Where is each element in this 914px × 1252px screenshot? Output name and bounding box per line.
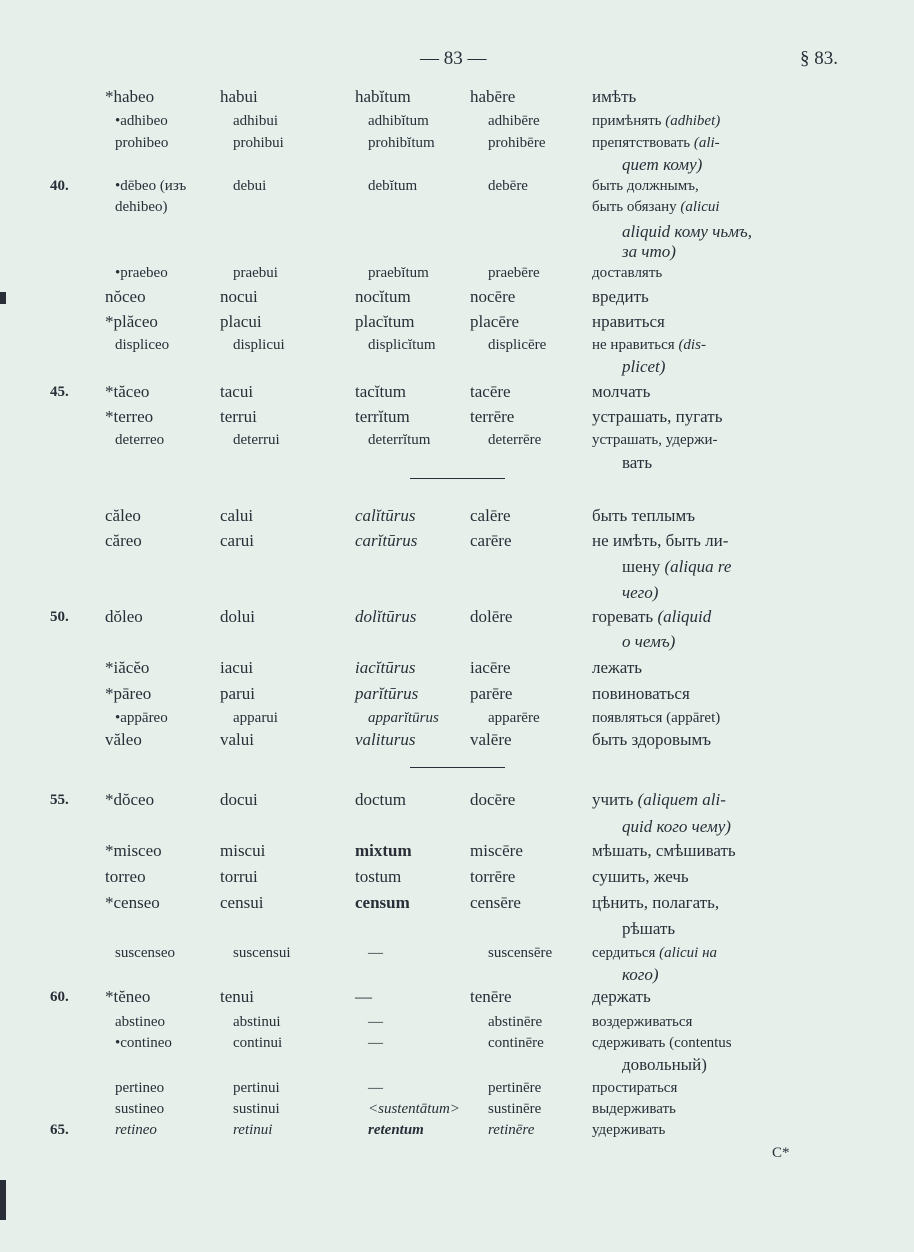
translation bbox=[592, 530, 728, 552]
infinitive-form: abstinēre bbox=[488, 1014, 543, 1030]
translation-note: (dis- bbox=[678, 337, 706, 353]
translation-text: быть должнымъ, bbox=[592, 178, 699, 194]
present-form: dŏleo bbox=[105, 607, 143, 626]
infinitive-form: suscensēre bbox=[488, 945, 553, 961]
translation bbox=[592, 1032, 732, 1054]
table-row bbox=[0, 262, 914, 284]
translation bbox=[592, 334, 706, 356]
translation-text: быть обязану bbox=[592, 199, 681, 215]
translation-text: простираться bbox=[592, 1080, 678, 1096]
present-form: căleo bbox=[105, 506, 141, 525]
infinitive-form: nocēre bbox=[470, 287, 516, 306]
entry-number: 50. bbox=[50, 609, 69, 625]
translation bbox=[592, 86, 636, 108]
perfect-form: retinui bbox=[233, 1122, 273, 1138]
infinitive-form: adhibēre bbox=[488, 113, 540, 129]
infinitive-form: parēre bbox=[470, 684, 513, 703]
present-form: văleo bbox=[105, 730, 142, 749]
translation-text: рѣшать bbox=[622, 919, 676, 938]
supine-form: calĭtūrus bbox=[355, 506, 416, 525]
perfect-form: censui bbox=[220, 893, 264, 912]
present-form: pertineo bbox=[115, 1080, 165, 1096]
table-row bbox=[0, 381, 914, 403]
table-row bbox=[0, 892, 914, 914]
scan-edge-mark bbox=[0, 1180, 6, 1220]
infinitive-form: miscēre bbox=[470, 841, 523, 860]
perfect-form: pertinui bbox=[233, 1080, 280, 1096]
translation-text: устрашать, пугать bbox=[592, 407, 723, 426]
infinitive-form: dolēre bbox=[470, 607, 513, 626]
translation-text: мѣшать, смѣшивать bbox=[592, 841, 736, 860]
entry-number: 65. bbox=[50, 1122, 69, 1138]
translation bbox=[622, 241, 676, 263]
translation bbox=[622, 356, 665, 378]
translation-note: quem кому) bbox=[622, 155, 703, 174]
infinitive-form: tenēre bbox=[470, 987, 512, 1006]
present-form: prohibeo bbox=[115, 135, 169, 151]
supine-form: debĭtum bbox=[368, 178, 418, 194]
supine-form: censum bbox=[355, 893, 410, 912]
present-form: •praebeo bbox=[115, 265, 168, 281]
translation bbox=[592, 657, 642, 679]
infinitive-form: carēre bbox=[470, 531, 512, 550]
supine-form: carĭtūrus bbox=[355, 531, 418, 550]
translation bbox=[622, 964, 659, 986]
translation bbox=[592, 1098, 676, 1120]
infinitive-form: habēre bbox=[470, 87, 516, 106]
present-form: •adhibeo bbox=[115, 113, 168, 129]
supine-form: placĭtum bbox=[355, 312, 415, 331]
table-row bbox=[0, 866, 914, 888]
perfect-form: parui bbox=[220, 684, 255, 703]
translation bbox=[622, 556, 731, 578]
present-form: deterreo bbox=[115, 432, 165, 448]
present-form: abstineo bbox=[115, 1014, 165, 1030]
table-row bbox=[0, 175, 914, 197]
translation-note: (ali- bbox=[693, 135, 720, 151]
translation bbox=[592, 262, 662, 284]
translation bbox=[592, 683, 690, 705]
present-form: •appāreo bbox=[115, 710, 168, 726]
table-row bbox=[0, 311, 914, 333]
translation bbox=[592, 1077, 677, 1099]
table-row bbox=[0, 1119, 914, 1141]
translation-text: вать bbox=[622, 453, 653, 472]
present-form: *tĕneo bbox=[105, 987, 151, 1006]
table-row bbox=[0, 334, 914, 356]
supine-form: doctum bbox=[355, 790, 406, 809]
translation-text: учить bbox=[592, 790, 638, 809]
table-row bbox=[0, 840, 914, 862]
table-row bbox=[0, 606, 914, 628]
infinitive-form: apparēre bbox=[488, 710, 540, 726]
table-row bbox=[0, 942, 914, 964]
supine-form: valiturus bbox=[355, 730, 416, 749]
perfect-form: suscensui bbox=[233, 945, 291, 961]
present-form: *censeo bbox=[105, 893, 160, 912]
present-form: sustineo bbox=[115, 1101, 165, 1117]
translation-note: quid кого чему) bbox=[622, 817, 731, 836]
translation-text: выдерживать bbox=[592, 1101, 676, 1117]
table-row bbox=[0, 110, 914, 132]
perfect-form: abstinui bbox=[233, 1014, 281, 1030]
supine-form: — bbox=[368, 945, 383, 961]
translation-text: сердиться bbox=[592, 945, 660, 961]
infinitive-form: sustinēre bbox=[488, 1101, 542, 1117]
section-number: § 83. bbox=[800, 48, 838, 69]
supine-form: terrĭtum bbox=[355, 407, 410, 426]
translation bbox=[592, 866, 689, 888]
translation bbox=[592, 286, 649, 308]
infinitive-form: calēre bbox=[470, 506, 511, 525]
table-row bbox=[0, 429, 914, 451]
translation-text: устрашать, удержи- bbox=[592, 432, 718, 448]
supine-form: — bbox=[368, 1014, 383, 1030]
perfect-form: terrui bbox=[220, 407, 257, 426]
perfect-form: sustinui bbox=[233, 1101, 280, 1117]
supine-form: habĭtum bbox=[355, 87, 411, 106]
table-row bbox=[0, 986, 914, 1008]
translation bbox=[622, 1054, 707, 1076]
infinitive-form: deterrēre bbox=[488, 432, 542, 448]
perfect-form: dolui bbox=[220, 607, 255, 626]
table-row bbox=[0, 582, 914, 604]
entry-number: 40. bbox=[50, 178, 69, 194]
present-form: torreo bbox=[105, 867, 146, 886]
infinitive-form: censēre bbox=[470, 893, 521, 912]
translation-text: держать bbox=[592, 987, 651, 1006]
table-row bbox=[0, 707, 914, 729]
translation-text: не нравиться bbox=[592, 337, 679, 353]
infinitive-form: placēre bbox=[470, 312, 520, 331]
present-form: *misceo bbox=[105, 841, 162, 860]
translation-text: примѣнять bbox=[592, 113, 666, 129]
table-row bbox=[0, 729, 914, 751]
translation-note: aliquid кому чьмъ, bbox=[622, 222, 752, 241]
infinitive-form: valēre bbox=[470, 730, 512, 749]
table-row bbox=[0, 356, 914, 378]
perfect-form: adhibui bbox=[233, 113, 278, 129]
translation-note: за что) bbox=[622, 242, 676, 261]
perfect-form: continui bbox=[233, 1035, 283, 1051]
translation bbox=[592, 406, 722, 428]
perfect-form: valui bbox=[220, 730, 254, 749]
supine-form: — bbox=[368, 1080, 383, 1096]
present-form: •dēbeo (изъ bbox=[115, 178, 187, 194]
translation-text: сдерживать (contentus bbox=[592, 1035, 732, 1051]
translation-text: доставлять bbox=[592, 265, 663, 281]
translation-text: имѣть bbox=[592, 87, 637, 106]
translation-text: вредить bbox=[592, 287, 649, 306]
translation bbox=[592, 942, 717, 964]
infinitive-form: terrēre bbox=[470, 407, 515, 426]
entry-number: 45. bbox=[50, 384, 69, 400]
supine-form: parĭtūrus bbox=[355, 684, 419, 703]
translation-text: не имѣть, быть ли- bbox=[592, 531, 729, 550]
translation bbox=[592, 840, 736, 862]
supine-form: praebĭtum bbox=[368, 265, 429, 281]
table-row bbox=[0, 1077, 914, 1099]
present-form: nŏceo bbox=[105, 287, 146, 306]
supine-form: deterrĭtum bbox=[368, 432, 431, 448]
table-row bbox=[0, 452, 914, 474]
translation bbox=[592, 175, 699, 197]
supine-form: dolĭtūrus bbox=[355, 607, 417, 626]
translation bbox=[622, 452, 652, 474]
translation-text: горевать bbox=[592, 607, 658, 626]
table-row bbox=[0, 132, 914, 154]
translation-note: (aliqua re bbox=[664, 557, 732, 576]
table-row bbox=[0, 789, 914, 811]
supine-form: mixtum bbox=[355, 841, 412, 860]
present-form: *plăceo bbox=[105, 312, 158, 331]
infinitive-form: torrēre bbox=[470, 867, 516, 886]
perfect-form: tacui bbox=[220, 382, 254, 401]
supine-form: — bbox=[355, 987, 372, 1006]
translation-text: появляться (appāret) bbox=[592, 710, 721, 726]
supine-form: iacĭtūrus bbox=[355, 658, 416, 677]
translation bbox=[592, 1119, 665, 1141]
translation-note: (alicui на bbox=[659, 945, 718, 961]
translation-text: быть здоровымъ bbox=[592, 730, 712, 749]
perfect-form: placui bbox=[220, 312, 262, 331]
translation-text: цѣнить, полагать, bbox=[592, 893, 720, 912]
infinitive-form: iacēre bbox=[470, 658, 511, 677]
perfect-form: iacui bbox=[220, 658, 254, 677]
present-form: *habeo bbox=[105, 87, 155, 106]
translation bbox=[592, 110, 720, 132]
table-row bbox=[0, 1032, 914, 1054]
present-form: •contineo bbox=[115, 1035, 172, 1051]
table-row bbox=[0, 1011, 914, 1033]
translation-text: препятствовать bbox=[592, 135, 694, 151]
translation-text: довольный) bbox=[622, 1055, 707, 1074]
present-form: *iăcĕo bbox=[105, 658, 150, 677]
translation-text: повиноваться bbox=[592, 684, 690, 703]
table-row bbox=[0, 286, 914, 308]
supine-form: displicĭtum bbox=[368, 337, 436, 353]
perfect-form: praebui bbox=[233, 265, 278, 281]
present-form: dehibeo) bbox=[115, 199, 168, 215]
translation bbox=[622, 631, 675, 653]
translation-text: нравиться bbox=[592, 312, 665, 331]
translation bbox=[592, 986, 651, 1008]
translation bbox=[592, 311, 665, 333]
translation bbox=[592, 606, 711, 628]
table-row bbox=[0, 657, 914, 679]
perfect-form: debui bbox=[233, 178, 267, 194]
present-form: retineo bbox=[115, 1122, 157, 1138]
perfect-form: prohibui bbox=[233, 135, 284, 151]
perfect-form: deterrui bbox=[233, 432, 280, 448]
present-form: suscenseo bbox=[115, 945, 175, 961]
infinitive-form: retinēre bbox=[488, 1122, 535, 1138]
translation bbox=[592, 381, 650, 403]
translation-text: лежать bbox=[592, 658, 643, 677]
translation bbox=[622, 816, 731, 838]
translation-note: о чемъ) bbox=[622, 632, 676, 651]
supine-form: nocĭtum bbox=[355, 287, 411, 306]
table-row bbox=[0, 221, 914, 243]
supine-form: tostum bbox=[355, 867, 402, 886]
translation-text: шену bbox=[622, 557, 665, 576]
table-row bbox=[0, 1054, 914, 1076]
supine-form: retentum bbox=[368, 1122, 424, 1138]
translation-text: воздерживаться bbox=[592, 1014, 693, 1030]
translation bbox=[622, 582, 658, 604]
translation-note: (adhibet) bbox=[665, 113, 721, 129]
translation bbox=[622, 918, 675, 940]
translation bbox=[592, 429, 718, 451]
supine-form: — bbox=[368, 1035, 383, 1051]
divider bbox=[410, 478, 505, 479]
supine-form: adhibĭtum bbox=[368, 113, 429, 129]
infinitive-form: docēre bbox=[470, 790, 516, 809]
table-row bbox=[0, 683, 914, 705]
infinitive-form: tacēre bbox=[470, 382, 511, 401]
present-form: *terreo bbox=[105, 407, 154, 426]
table-row bbox=[0, 505, 914, 527]
table-row bbox=[0, 241, 914, 263]
translation bbox=[622, 154, 702, 176]
table-row bbox=[0, 918, 914, 940]
present-form: *pāreo bbox=[105, 684, 152, 703]
table-row bbox=[0, 196, 914, 218]
present-form: *tăceo bbox=[105, 382, 150, 401]
infinitive-form: pertinēre bbox=[488, 1080, 542, 1096]
translation-note: (aliquid bbox=[657, 607, 712, 626]
table-row bbox=[0, 964, 914, 986]
supine-form: <sustentātum> bbox=[368, 1101, 460, 1117]
perfect-form: displicui bbox=[233, 337, 285, 353]
perfect-form: habui bbox=[220, 87, 258, 106]
scan-edge-mark bbox=[0, 292, 6, 304]
table-row bbox=[0, 631, 914, 653]
translation bbox=[622, 221, 752, 243]
infinitive-form: praebēre bbox=[488, 265, 540, 281]
perfect-form: miscui bbox=[220, 841, 266, 860]
translation-note: plicet) bbox=[622, 357, 666, 376]
translation bbox=[592, 1011, 692, 1033]
translation bbox=[592, 196, 720, 218]
translation bbox=[592, 789, 726, 811]
page-number: — 83 — bbox=[420, 48, 487, 69]
table-row bbox=[0, 816, 914, 838]
translation-text: удерживать bbox=[592, 1122, 666, 1138]
translation-text: быть теплымъ bbox=[592, 506, 696, 525]
present-form: displiceo bbox=[115, 337, 170, 353]
present-form: *dŏceo bbox=[105, 790, 155, 809]
infinitive-form: displicēre bbox=[488, 337, 547, 353]
table-row bbox=[0, 530, 914, 552]
perfect-form: apparui bbox=[233, 710, 278, 726]
present-form: căreo bbox=[105, 531, 142, 550]
perfect-form: torrui bbox=[220, 867, 258, 886]
translation bbox=[592, 505, 695, 527]
signature-mark: C* bbox=[772, 1145, 790, 1161]
divider bbox=[410, 767, 505, 768]
translation-text: сушить, жечь bbox=[592, 867, 689, 886]
supine-form: tacĭtum bbox=[355, 382, 406, 401]
translation bbox=[592, 729, 711, 751]
perfect-form: nocui bbox=[220, 287, 258, 306]
translation bbox=[592, 132, 720, 154]
table-row bbox=[0, 406, 914, 428]
table-row bbox=[0, 86, 914, 108]
translation-note: чего) bbox=[622, 583, 659, 602]
translation-note: (aliquem ali- bbox=[637, 790, 726, 809]
entry-number: 55. bbox=[50, 792, 69, 808]
translation bbox=[592, 707, 720, 729]
entry-number: 60. bbox=[50, 989, 69, 1005]
translation-note: кого) bbox=[622, 965, 659, 984]
translation-note: (alicui bbox=[680, 199, 720, 215]
table-row bbox=[0, 1098, 914, 1120]
translation-text: молчать bbox=[592, 382, 651, 401]
translation bbox=[592, 892, 719, 914]
table-row bbox=[0, 556, 914, 578]
table-row bbox=[0, 154, 914, 176]
supine-form: apparĭtūrus bbox=[368, 710, 439, 726]
infinitive-form: continēre bbox=[488, 1035, 544, 1051]
perfect-form: carui bbox=[220, 531, 254, 550]
perfect-form: docui bbox=[220, 790, 258, 809]
perfect-form: tenui bbox=[220, 987, 254, 1006]
infinitive-form: prohibēre bbox=[488, 135, 546, 151]
infinitive-form: debēre bbox=[488, 178, 528, 194]
perfect-form: calui bbox=[220, 506, 254, 525]
supine-form: prohibĭtum bbox=[368, 135, 435, 151]
